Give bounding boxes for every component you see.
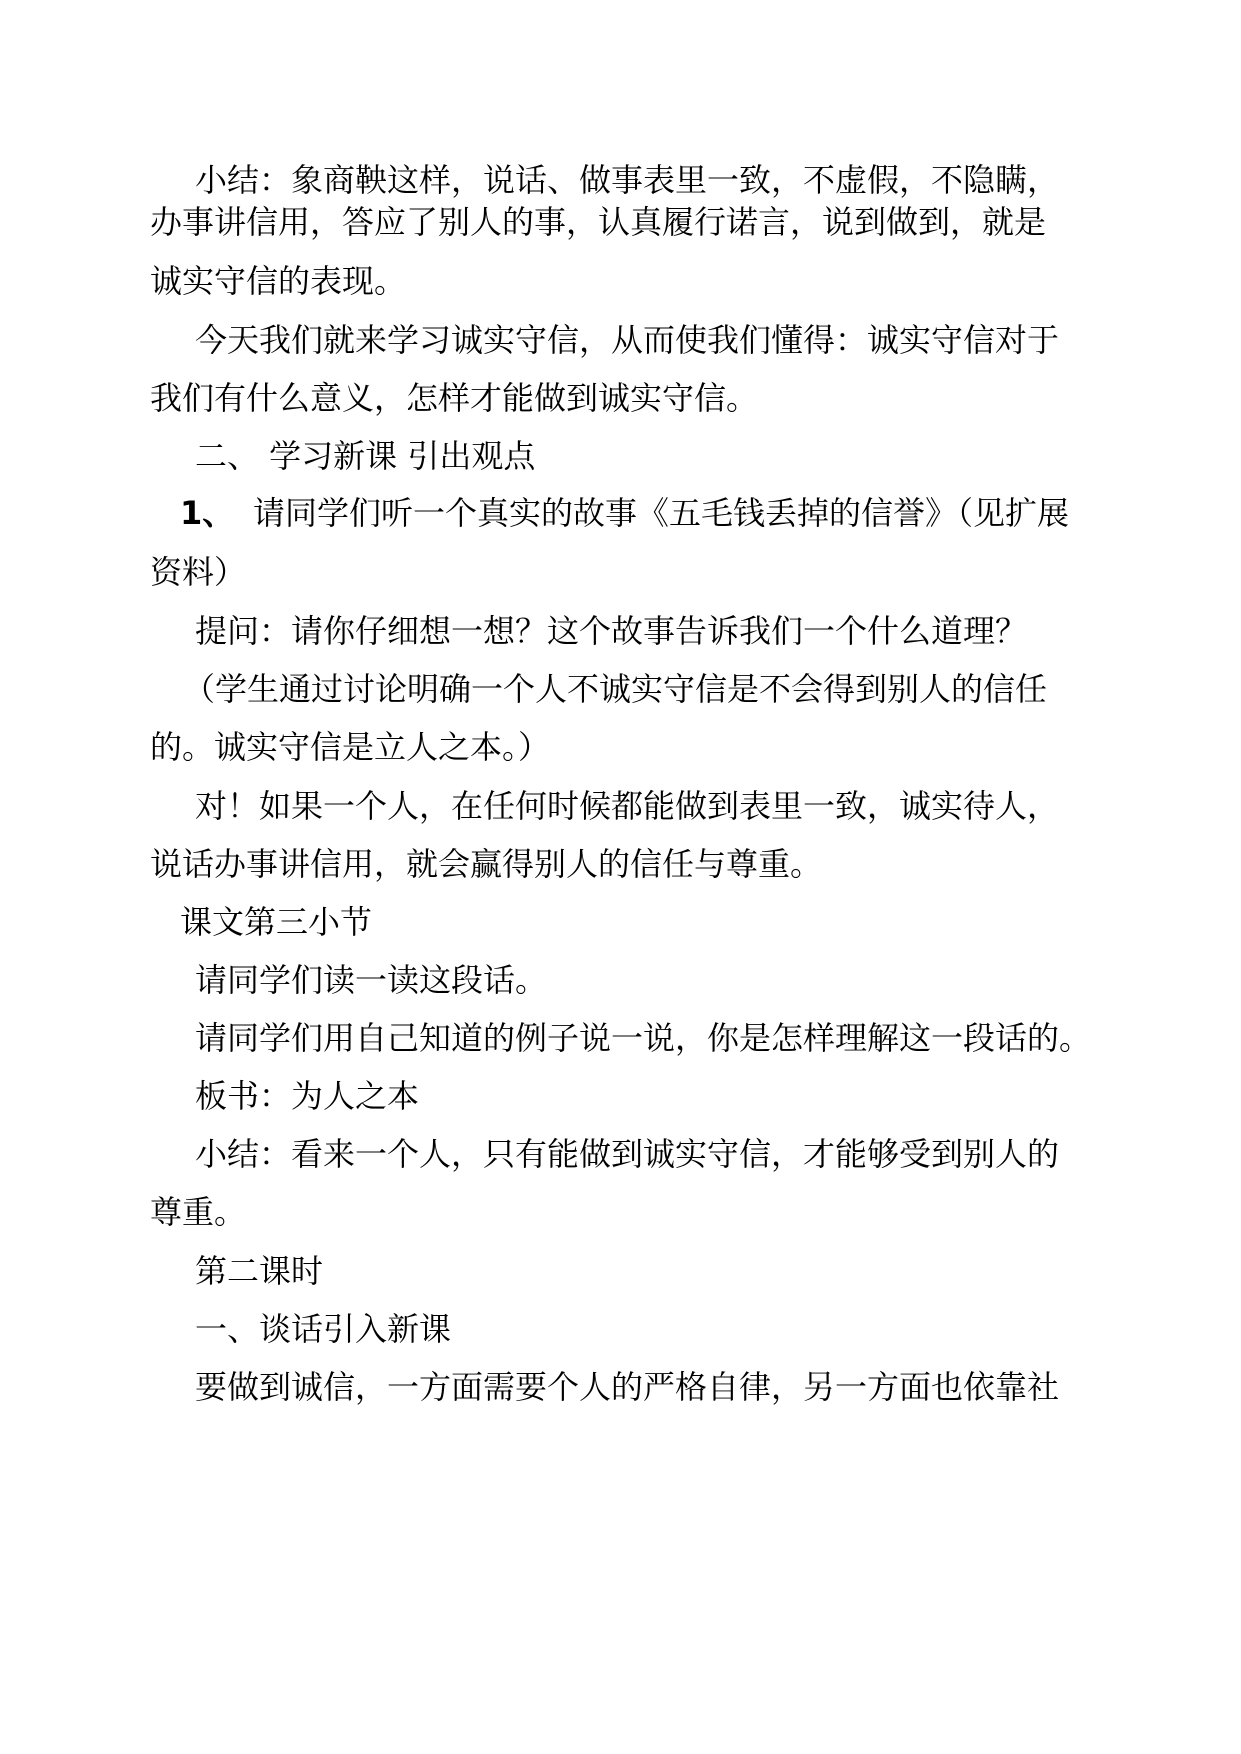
question-line: 提问：请你仔细想一想？这个故事告诉我们一个什么道理？ bbox=[195, 612, 1028, 650]
list-number-1: 1、 bbox=[180, 494, 235, 532]
summary-2-line-2: 尊重。 bbox=[150, 1193, 247, 1231]
paragraph-summary-line-2: 办事讲信用，答应了别人的事，认真履行诺言，说到做到，就是 bbox=[150, 203, 1047, 241]
paragraph-summary-line-3: 诚实守信的表现。 bbox=[150, 262, 407, 300]
example-instruction: 请同学们用自己知道的例子说一说，你是怎样理解这一段话的。 bbox=[195, 1019, 1092, 1057]
story-prompt-line-1: 请同学们听一个真实的故事《五毛钱丢掉的信誉》（见扩展 bbox=[253, 494, 1070, 532]
reading-instruction: 请同学们读一读这段话。 bbox=[195, 961, 548, 999]
board-note: 板书：为人之本 bbox=[195, 1077, 420, 1115]
response-line-1: 对！如果一个人，在任何时候都能做到表里一致，诚实待人， bbox=[195, 787, 1060, 825]
response-line-2: 说话办事讲信用，就会赢得别人的信任与尊重。 bbox=[150, 845, 823, 883]
summary-2-line-1: 小结：看来一个人，只有能做到诚实守信，才能够受到别人的 bbox=[195, 1135, 1060, 1173]
subsection-heading-third-section: 课文第三小节 bbox=[180, 903, 373, 941]
section-heading-new-lesson: 二、 学习新课 引出观点 bbox=[195, 437, 536, 475]
discussion-line-1: （学生通过讨论明确一个人不诚实守信是不会得到别人的信任 bbox=[183, 670, 1048, 708]
discussion-line-2: 的。诚实守信是立人之本。） bbox=[150, 728, 551, 766]
story-prompt-line-2: 资料） bbox=[150, 553, 247, 591]
second-period-heading: 第二课时 bbox=[195, 1252, 324, 1290]
lesson-intro-heading: 一、谈话引入新课 bbox=[195, 1310, 452, 1348]
integrity-paragraph-line-1: 要做到诚信，一方面需要个人的严格自律，另一方面也依靠社 bbox=[195, 1368, 1060, 1406]
paragraph-intro-line-2: 我们有什么意义，怎样才能做到诚实守信。 bbox=[150, 379, 759, 417]
paragraph-intro-line-1: 今天我们就来学习诚实守信，从而使我们懂得：诚实守信对于 bbox=[195, 321, 1060, 359]
paragraph-summary-line-1: 小结：象商鞅这样，说话、做事表里一致，不虚假，不隐瞒， bbox=[195, 161, 1060, 199]
